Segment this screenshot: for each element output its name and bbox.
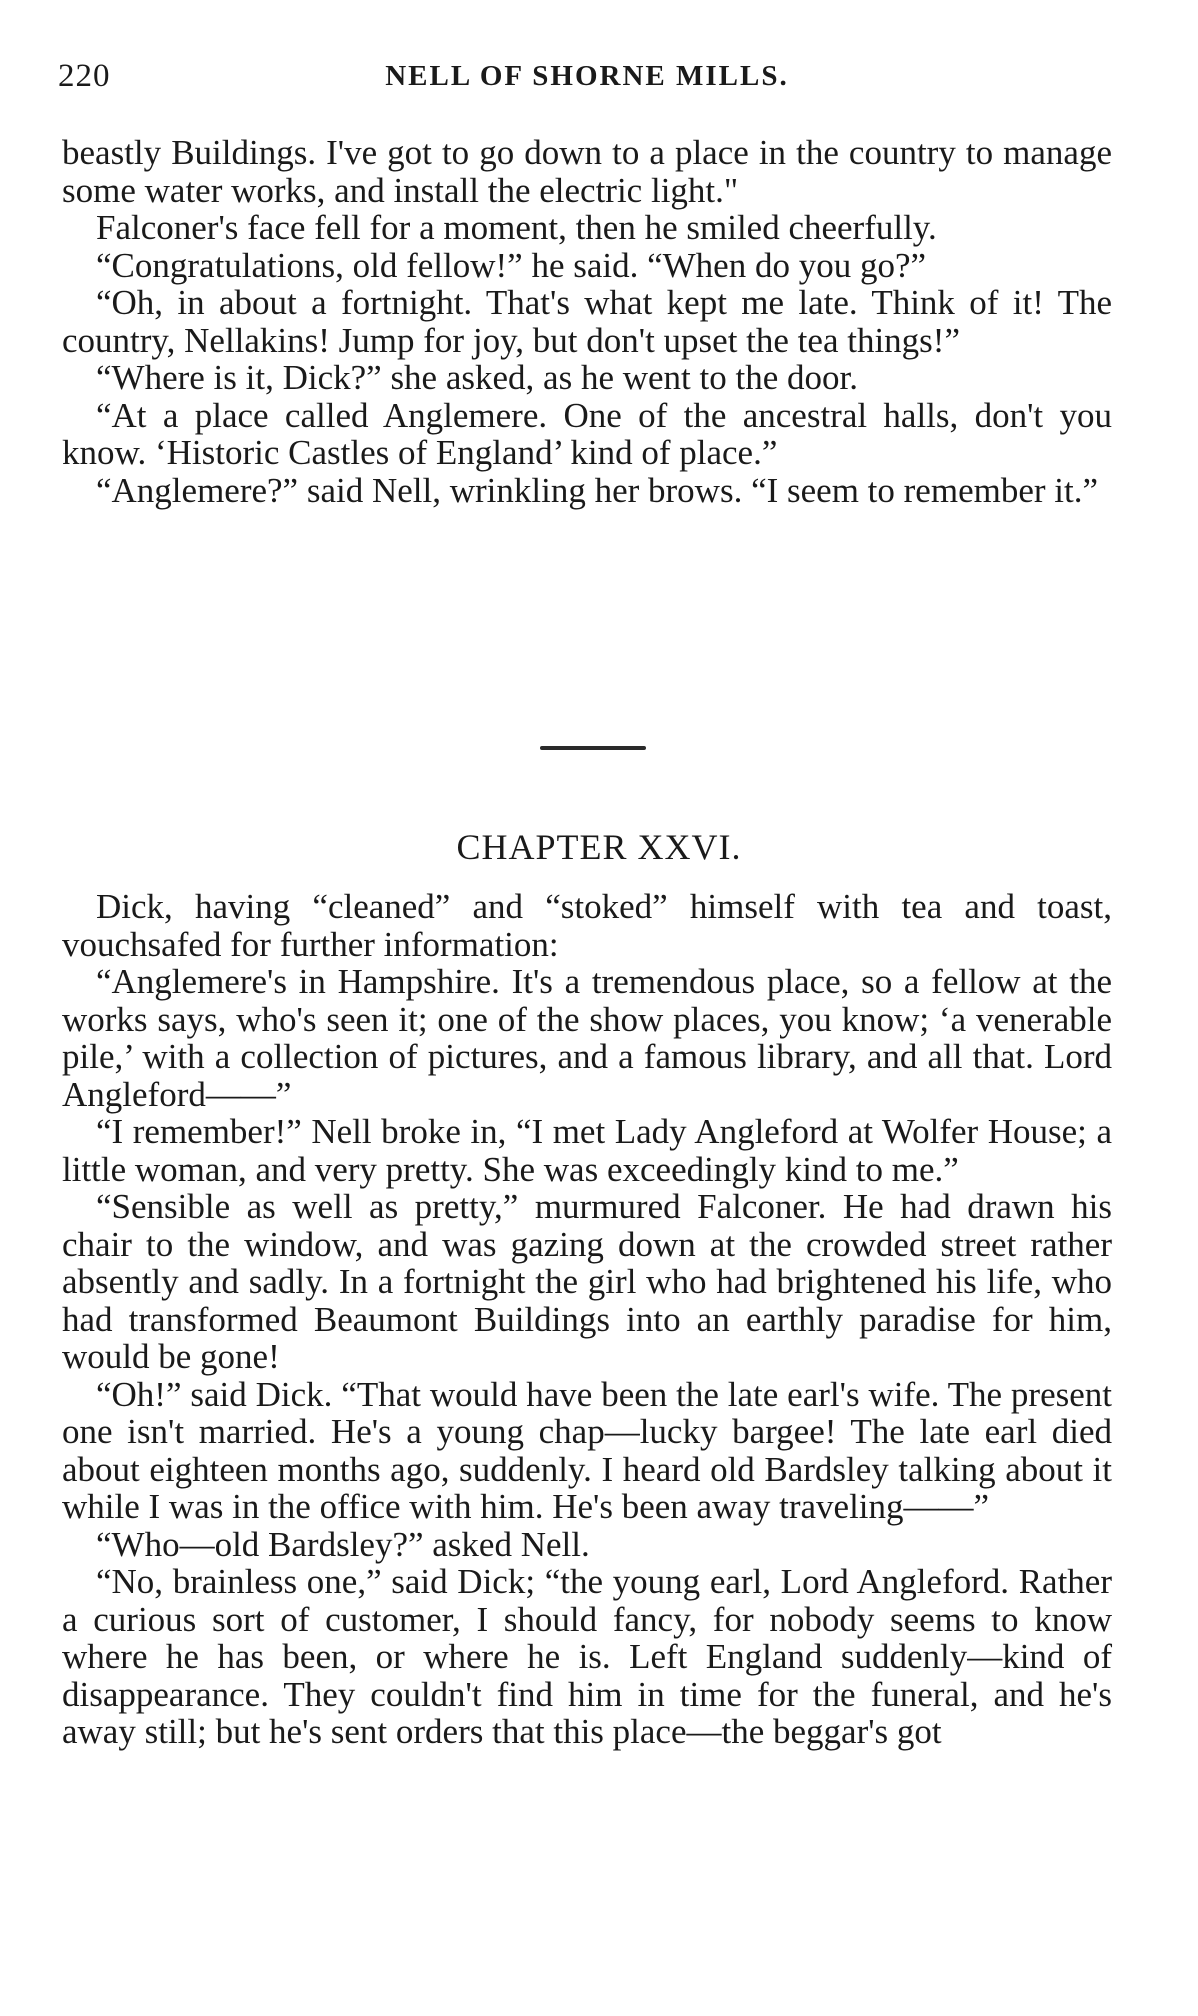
- paragraph: “I remember!” Nell broke in, “I met Lady Angleford at Wolfer House; a little woman, and very pretty. She was exceedingly kind to me.”: [62, 1112, 1112, 1189]
- text-block-chapter: [62, 888, 1112, 1751]
- page-number: 220: [58, 58, 111, 94]
- paragraph: “Who—old Bardsley?” asked Nell.: [96, 1524, 590, 1564]
- running-title: NELL OF SHORNE MILLS.: [385, 60, 789, 92]
- chapter-heading: CHAPTER XXVI.: [456, 827, 742, 867]
- paragraph: “Where is it, Dick?” she asked, as he went to the door.: [96, 358, 858, 397]
- paragraph: “Oh, in about a fortnight. That's what kept me late. Think of it! The country, Nellakins! Jump for joy, but don't upset the tea things!”: [62, 283, 1112, 360]
- text-block-before-chapter: [62, 134, 1112, 509]
- paragraph: “No, brainless one,” said Dick; “the young earl, Lord Angleford. Rather a curious sort of customer, I should fancy, for nobody seems to know where he has been, or where he is. Left England suddenly—kind of disappearance. They couldn't find him in time for the funeral, and he's away still; but he's sent orders that this place—the beggar's got: [62, 1562, 1112, 1751]
- paragraph: Falconer's face fell for a moment, then he smiled cheerfully.: [96, 208, 937, 247]
- running-head: [58, 58, 1116, 102]
- paragraph: “Anglemere?” said Nell, wrinkling her brows. “I seem to remember it.”: [96, 470, 1098, 510]
- paragraph: beastly Buildings. I've got to go down to a place in the country to manage some water works, and install the electric light.": [62, 133, 1112, 210]
- paragraph: “Anglemere's in Hampshire. It's a tremendous place, so a fellow at the works says, who's seen it; one of the show places, you know; ‘a venerable pile,’ with a collection of pictures, and a famous library, and all that. Lord Angleford——”: [62, 962, 1112, 1114]
- section-separator: [540, 746, 646, 750]
- paragraph: “At a place called Anglemere. One of the ancestral halls, don't you know. ‘Historic Castles of England’ kind of place.”: [62, 395, 1112, 472]
- paragraph: Dick, having “cleaned” and “stoked” himself with tea and toast, vouchsafed for further information:: [62, 887, 1112, 964]
- paragraph: “Congratulations, old fellow!” he said. “When do you go?”: [96, 245, 927, 285]
- paragraph: “Oh!” said Dick. “That would have been the late earl's wife. The present one isn't married. He's a young chap—lucky bargee! The late earl died about eighteen months ago, suddenly. I heard old Bardsley talking about it while I was in the office with him. He's been away traveling——”: [62, 1374, 1112, 1526]
- paragraph: “Sensible as well as pretty,” murmured Falconer. He had drawn his chair to the window, and was gazing down at the crowded street rather absently and sadly. In a fortnight the girl who had brightened his life, who had transformed Beaumont Buildings into an earthly paradise for him, would be gone!: [62, 1187, 1112, 1376]
